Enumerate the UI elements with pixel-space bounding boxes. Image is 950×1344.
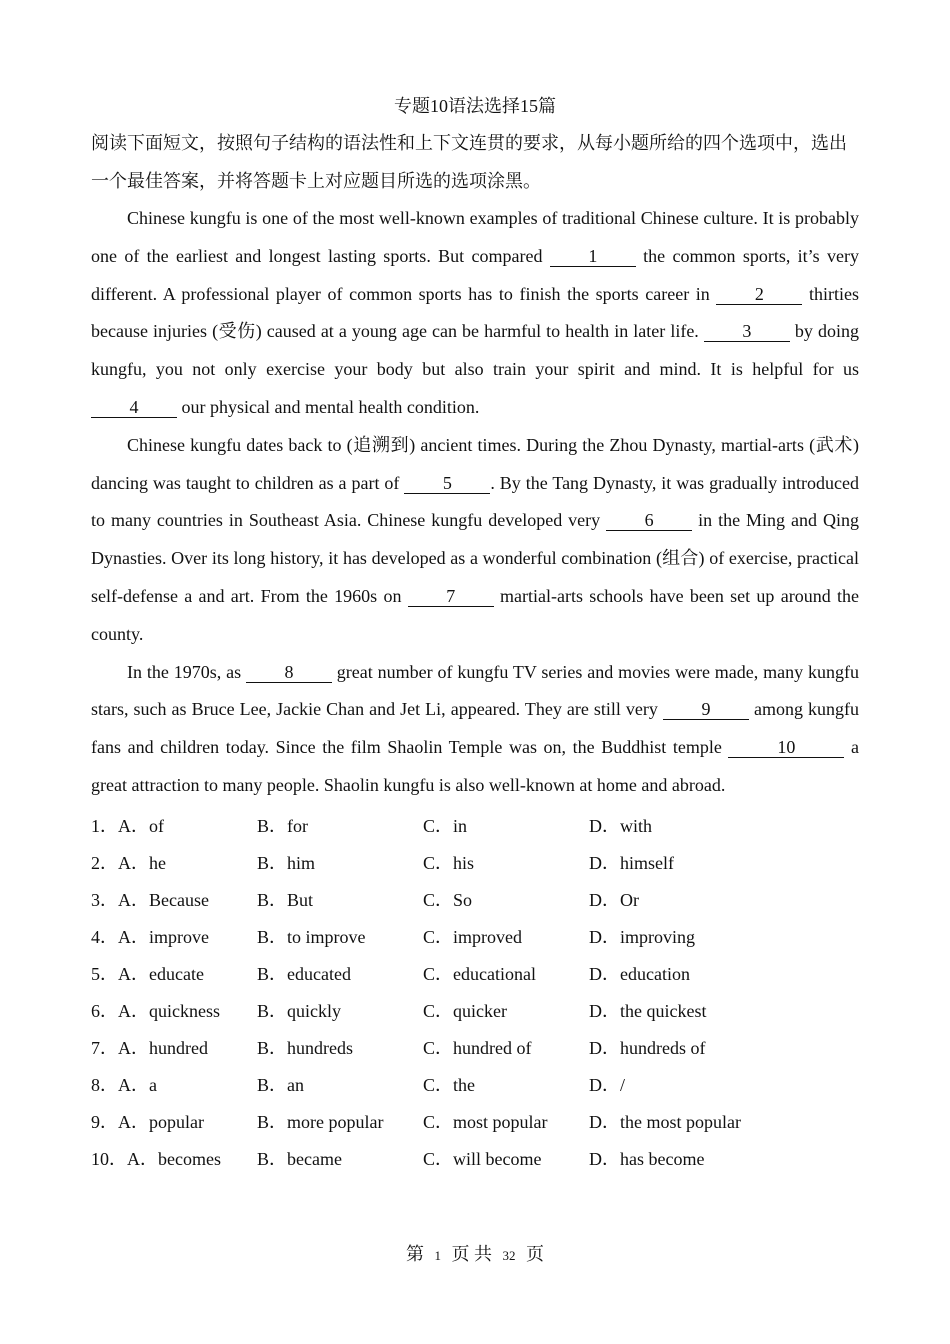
option-b: B．an bbox=[257, 1075, 304, 1096]
option-b: B．became bbox=[257, 1149, 342, 1170]
option-b: B．But bbox=[257, 890, 314, 911]
page-footer bbox=[0, 1240, 950, 1266]
option-a: 6．A．quickness bbox=[91, 1001, 220, 1022]
blank-10: 10 bbox=[728, 737, 844, 758]
question-row bbox=[91, 918, 859, 955]
question-row bbox=[91, 1140, 859, 1177]
option-d: D．has become bbox=[589, 1149, 705, 1170]
option-c: C．will become bbox=[423, 1149, 542, 1170]
option-b: B．hundreds bbox=[257, 1038, 353, 1059]
blank-4: 4 bbox=[91, 397, 177, 418]
footer-total-pages: 32 bbox=[502, 1248, 516, 1263]
option-c: C．in bbox=[423, 816, 468, 837]
option-d: D．/ bbox=[589, 1075, 625, 1096]
option-d: D．with bbox=[589, 816, 652, 837]
option-c: C．most popular bbox=[423, 1112, 548, 1133]
option-a: 2．A．he bbox=[91, 853, 166, 874]
blank-2: 2 bbox=[716, 284, 802, 305]
blank-1: 1 bbox=[550, 246, 636, 267]
option-a: 5．A．educate bbox=[91, 964, 204, 985]
option-b: B．quickly bbox=[257, 1001, 341, 1022]
passage-text: great number of kungfu TV series and movies were made, many kungfu stars, such as Bruce Lee, Jackie Chan and Jet Li, appeared. They are still very bbox=[91, 661, 859, 720]
option-a: 10．A．becomes bbox=[91, 1149, 221, 1170]
passage-text: Chinese kungfu dates back to (追溯到) ancient times. During the Zhou Dynasty, martial-arts (武术) dancing was taught to children as a part of bbox=[91, 434, 859, 493]
blank-7: 7 bbox=[408, 586, 494, 607]
option-c: C．hundred of bbox=[423, 1038, 532, 1059]
option-a: 1．A．of bbox=[91, 816, 164, 837]
option-b: B．educated bbox=[257, 964, 351, 985]
passage-text: our physical and mental health condition. bbox=[177, 396, 480, 417]
option-c: C．So bbox=[423, 890, 473, 911]
question-row bbox=[91, 807, 859, 844]
option-a: 3．A．Because bbox=[91, 890, 209, 911]
option-b: B．him bbox=[257, 853, 316, 874]
footer-page-number: 1 bbox=[434, 1248, 441, 1263]
page-title: 专题10语法选择15篇 bbox=[394, 96, 556, 116]
passage-paragraph-1 bbox=[91, 200, 859, 427]
option-c: C．the bbox=[423, 1075, 475, 1096]
question-row bbox=[91, 844, 859, 881]
question-row bbox=[91, 992, 859, 1029]
blank-9: 9 bbox=[663, 699, 749, 720]
passage-text: thirties because injuries (受伤) caused at a young age can be harmful to health in later life. bbox=[91, 283, 859, 342]
question-row bbox=[91, 1029, 859, 1066]
passage-text: Chinese kungfu is one of the most well-known examples of traditional Chinese culture. It is probably one of the earliest and longest lasting sports. But compared bbox=[91, 208, 859, 266]
passage-text: the common sports, it’s very different. A professional player of common sports has to finish the sports career in bbox=[91, 245, 859, 304]
option-d: D．Or bbox=[589, 890, 639, 911]
passage-text: by doing kungfu, you not only exercise your body but also train your spirit and mind. It is helpful for us bbox=[91, 321, 859, 380]
option-c: C．quicker bbox=[423, 1001, 507, 1022]
question-options bbox=[91, 807, 859, 1177]
option-d: D．improving bbox=[589, 927, 695, 948]
option-a: 9．A．popular bbox=[91, 1112, 204, 1133]
passage-paragraph-2 bbox=[91, 427, 859, 654]
blank-8: 8 bbox=[246, 662, 332, 683]
option-c: C．educational bbox=[423, 964, 536, 985]
option-d: D．hundreds of bbox=[589, 1038, 706, 1059]
option-c: C．improved bbox=[423, 927, 522, 948]
passage-text: martial-arts schools have been set up around the county. bbox=[91, 585, 859, 644]
passage-text: In the 1970s, as bbox=[127, 661, 246, 682]
question-row bbox=[91, 1103, 859, 1140]
option-b: B．to improve bbox=[257, 927, 366, 948]
footer-prefix: 第 bbox=[406, 1244, 424, 1264]
document-page bbox=[91, 92, 859, 1177]
option-d: D．himself bbox=[589, 853, 674, 874]
passage-text: among kungfu fans and children today. Since the film Shaolin Temple was on, the Buddhist temple bbox=[91, 699, 860, 758]
blank-5: 5 bbox=[404, 473, 490, 494]
question-row bbox=[91, 881, 859, 918]
instructions: 阅读下面短文，按照句子结构的语法性和上下文连贯的要求，从每小题所给的四个选项中，选出一个最佳答案，并将答题卡上对应题目所选的选项涂黑。 bbox=[91, 133, 847, 191]
option-b: B．more popular bbox=[257, 1112, 384, 1133]
option-a: 4．A．improve bbox=[91, 927, 209, 948]
passage-text: a great attraction to many people. Shaolin kungfu is also well-known at home and abroad. bbox=[91, 737, 860, 795]
blank-6: 6 bbox=[606, 510, 692, 531]
passage-text: in the Ming and Qing Dynasties. Over its long history, it has developed as a wonderful combination (组合) of exercise, practical self-defense a and art. From the 1960s on bbox=[91, 510, 859, 606]
passage-paragraph-3 bbox=[91, 654, 859, 805]
option-a: 7．A．hundred bbox=[91, 1038, 208, 1059]
question-row bbox=[91, 955, 859, 992]
passage-text: . By the Tang Dynasty, it was gradually introduced to many countries in Southeast Asia. Chinese kungfu developed very bbox=[91, 472, 860, 531]
question-row bbox=[91, 1066, 859, 1103]
footer-middle: 页 共 bbox=[451, 1244, 492, 1264]
option-b: B．for bbox=[257, 816, 308, 837]
footer-suffix: 页 bbox=[526, 1244, 544, 1264]
option-d: D．the most popular bbox=[589, 1112, 741, 1133]
option-d: D．education bbox=[589, 964, 690, 985]
blank-3: 3 bbox=[704, 321, 790, 342]
option-d: D．the quickest bbox=[589, 1001, 707, 1022]
option-a: 8．A．a bbox=[91, 1075, 157, 1096]
option-c: C．his bbox=[423, 853, 475, 874]
